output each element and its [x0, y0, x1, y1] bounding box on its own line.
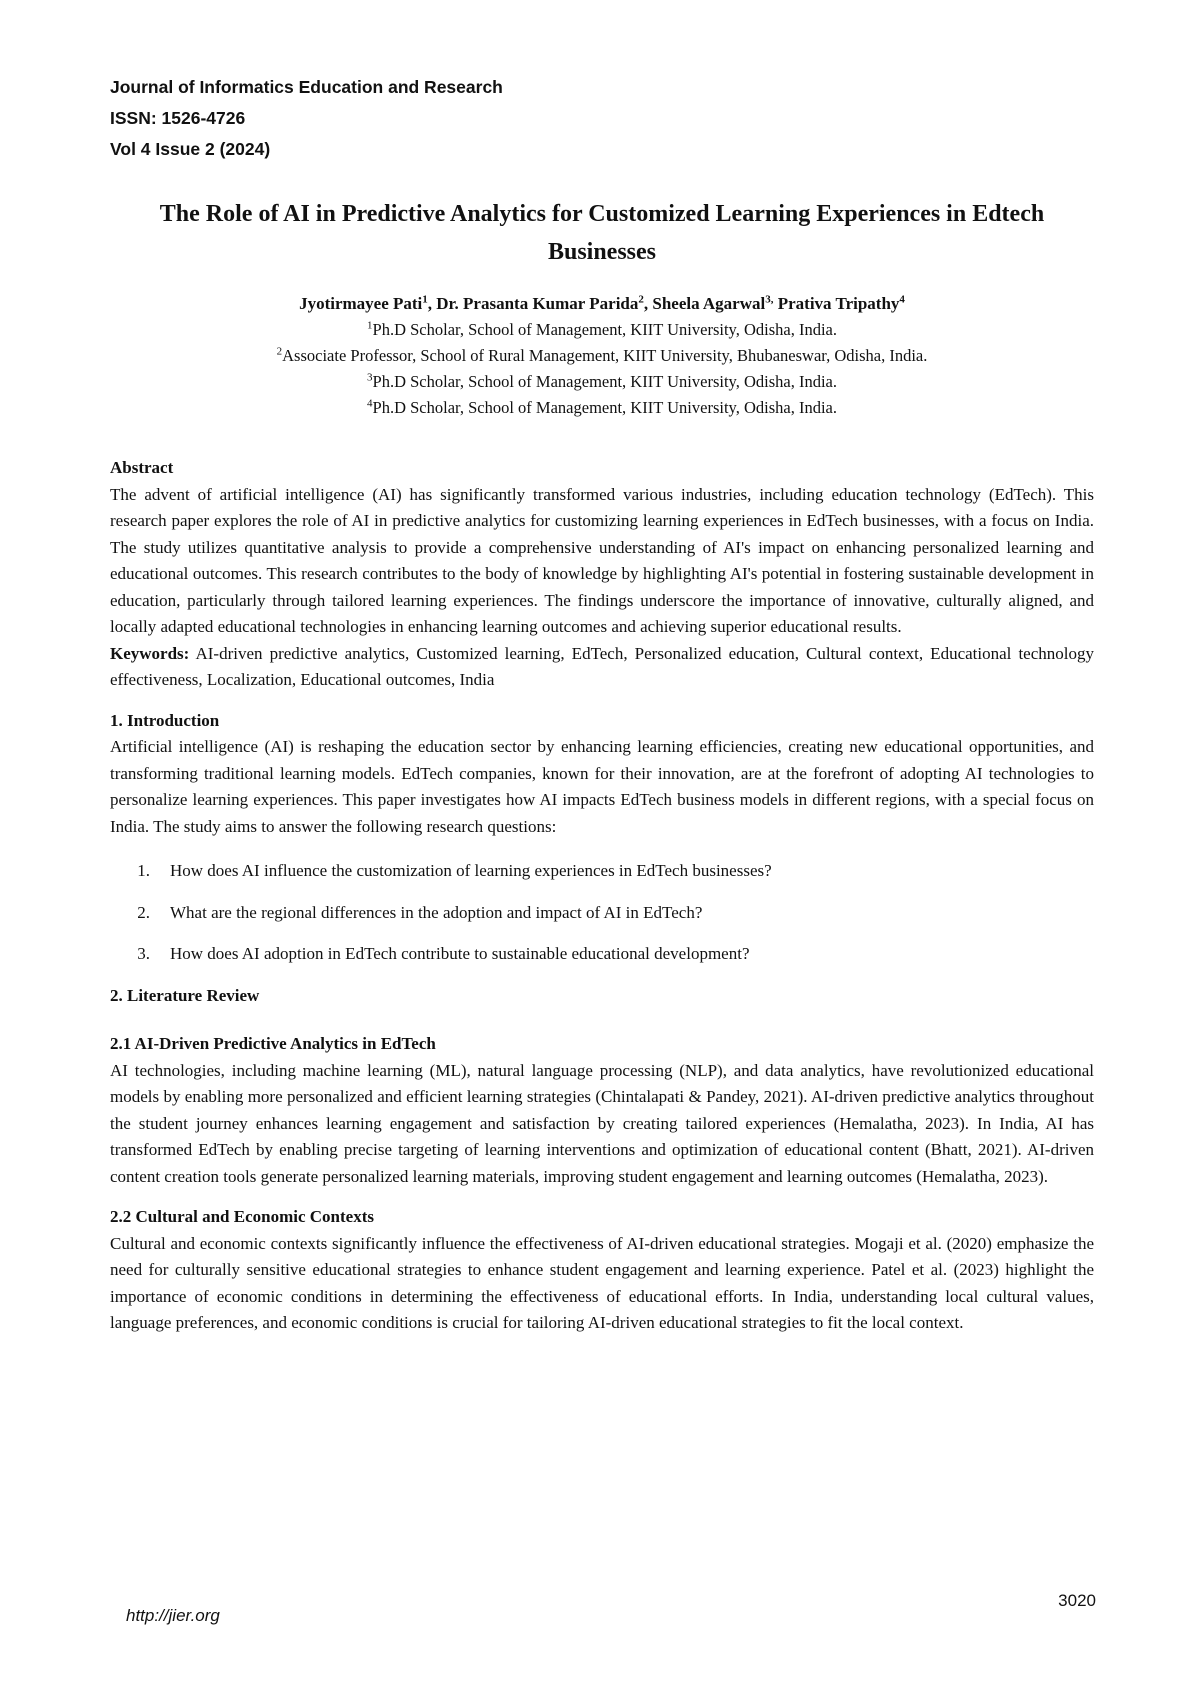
- question-number: 1.: [137, 861, 150, 880]
- footer-url[interactable]: http://jier.org: [126, 1606, 220, 1625]
- affiliation-line: [110, 317, 1094, 343]
- subsection-heading: 2.2 Cultural and Economic Contexts: [110, 1207, 374, 1226]
- affiliation-text: Associate Professor, School of Rural Management, KIIT University, Bhubaneswar, Odisha, India.: [282, 346, 928, 365]
- author-separator: ,: [643, 294, 653, 313]
- author-affiliation-marker: 1: [422, 293, 428, 306]
- journal-name: Journal of Informatics Education and Research: [110, 77, 503, 97]
- introduction-heading: 1. Introduction: [110, 710, 220, 730]
- list-item: [110, 858, 1094, 885]
- author-name: Dr. Prasanta Kumar Parida: [436, 294, 639, 313]
- question-number: 2.: [137, 902, 150, 922]
- question-text: How does AI adoption in EdTech contribute to sustainable educational development?: [170, 944, 750, 963]
- author-affiliation-marker: 3,: [765, 293, 774, 306]
- author-affiliation-marker: 2: [638, 293, 644, 306]
- affiliation-list: [110, 317, 1094, 421]
- affiliation-text: Ph.D Scholar, School of Management, KIIT University, Odisha, India.: [372, 320, 837, 339]
- research-questions-list: [110, 858, 1094, 968]
- author-list: [110, 291, 1094, 317]
- keywords-paragraph: [110, 641, 1094, 694]
- author-affiliation-marker: 4: [899, 293, 905, 306]
- author-name: Jyotirmayee Pati: [299, 294, 423, 313]
- author-name: Sheela Agarwal: [652, 294, 766, 313]
- keywords-text: AI-driven predictive analytics, Customized learning, EdTech, Personalized education, Cultural context, Educational technology effectiveness, Localization, Educational outcomes, India: [110, 643, 1094, 689]
- affiliation-marker: 2: [276, 345, 283, 358]
- affiliation-text: Ph.D Scholar, School of Management, KIIT University, Odisha, India.: [372, 398, 837, 417]
- paper-title: The Role of AI in Predictive Analytics for Customized Learning Experiences in Edtech Businesses: [159, 201, 1045, 265]
- introduction-text: Artificial intelligence (AI) is reshaping the education sector by enhancing learning efficiencies, creating new educational opportunities, and transforming traditional learning models. EdTech companies, known for their innovation, are at the forefront of adopting AI technologies to personalize learning experiences. This paper investigates how AI impacts EdTech business models in different regions, with a special focus on India. The study aims to answer the following research questions:: [110, 737, 1094, 836]
- author-separator: ,: [427, 294, 437, 313]
- abstract-text: The advent of artificial intelligence (AI) has significantly transformed various industries, including education technology (EdTech). This research paper explores the role of AI in predictive analytics for customizing learning experiences in EdTech businesses, with a focus on India. The study utilizes quantitative analysis to provide a comprehensive understanding of AI's impact on enhancing personalized learning and educational outcomes. This research contributes to the body of knowledge by highlighting AI's potential in fostering sustainable development in education, particularly through tailored learning experiences. The findings underscore the importance of innovative, culturally aligned, and locally adapted educational technologies in enhancing learning outcomes and achieving superior educational results.: [110, 484, 1094, 636]
- journal-header: [110, 72, 1094, 165]
- affiliation-line: [110, 395, 1094, 421]
- affiliation-marker: 3: [367, 371, 373, 384]
- journal-issn: ISSN: 1526-4726: [110, 108, 246, 128]
- journal-volume: Vol 4 Issue 2 (2024): [110, 139, 271, 159]
- subsection-text: Cultural and economic contexts significantly influence the effectiveness of AI-driven educational strategies. Mogaji et al. (2020) emphasize the need for culturally sensitive educational strategies to enhance student engagement and learning experience. Patel et al. (2023) highlight the importance of economic conditions in determining the effectiveness of educational efforts. In India, understanding local cultural values, language preferences, and economic conditions is crucial for tailoring AI-driven educational strategies to fit the local context.: [110, 1233, 1094, 1332]
- subsection-heading: 2.1 AI-Driven Predictive Analytics in EdTech: [110, 1034, 436, 1053]
- question-number: 3.: [137, 944, 150, 963]
- question-text: How does AI influence the customization of learning experiences in EdTech businesses?: [170, 861, 772, 880]
- list-item: [110, 900, 1094, 927]
- affiliation-text: Ph.D Scholar, School of Management, KIIT University, Odisha, India.: [372, 372, 837, 391]
- affiliation-marker: 4: [367, 397, 373, 410]
- literature-review-heading: 2. Literature Review: [110, 985, 260, 1005]
- keywords-label: Keywords:: [110, 643, 190, 663]
- affiliation-line: [110, 343, 1094, 369]
- question-text: What are the regional differences in the adoption and impact of AI in EdTech?: [170, 902, 703, 922]
- abstract-heading: Abstract: [110, 458, 174, 477]
- subsection-text: AI technologies, including machine learning (ML), natural language processing (NLP), and data analytics, have revolutionized educational models by enabling more personalized and efficient learning strategies (Chintalapati & Pandey, 2021). AI-driven predictive analytics throughout the student journey enhances learning engagement and satisfaction by creating tailored experiences (Hemalatha, 2023). In India, AI has transformed EdTech by enabling precise targeting of learning interventions and optimization of educational content (Bhatt, 2021). AI-driven content creation tools generate personalized learning materials, improving student engagement and learning outcomes (Hemalatha, 2023).: [110, 1060, 1094, 1186]
- list-item: [110, 941, 1094, 968]
- page-number: 3020: [1058, 1591, 1096, 1610]
- author-name: Prativa Tripathy: [777, 294, 900, 313]
- affiliation-marker: 1: [367, 319, 373, 332]
- affiliation-line: [110, 369, 1094, 395]
